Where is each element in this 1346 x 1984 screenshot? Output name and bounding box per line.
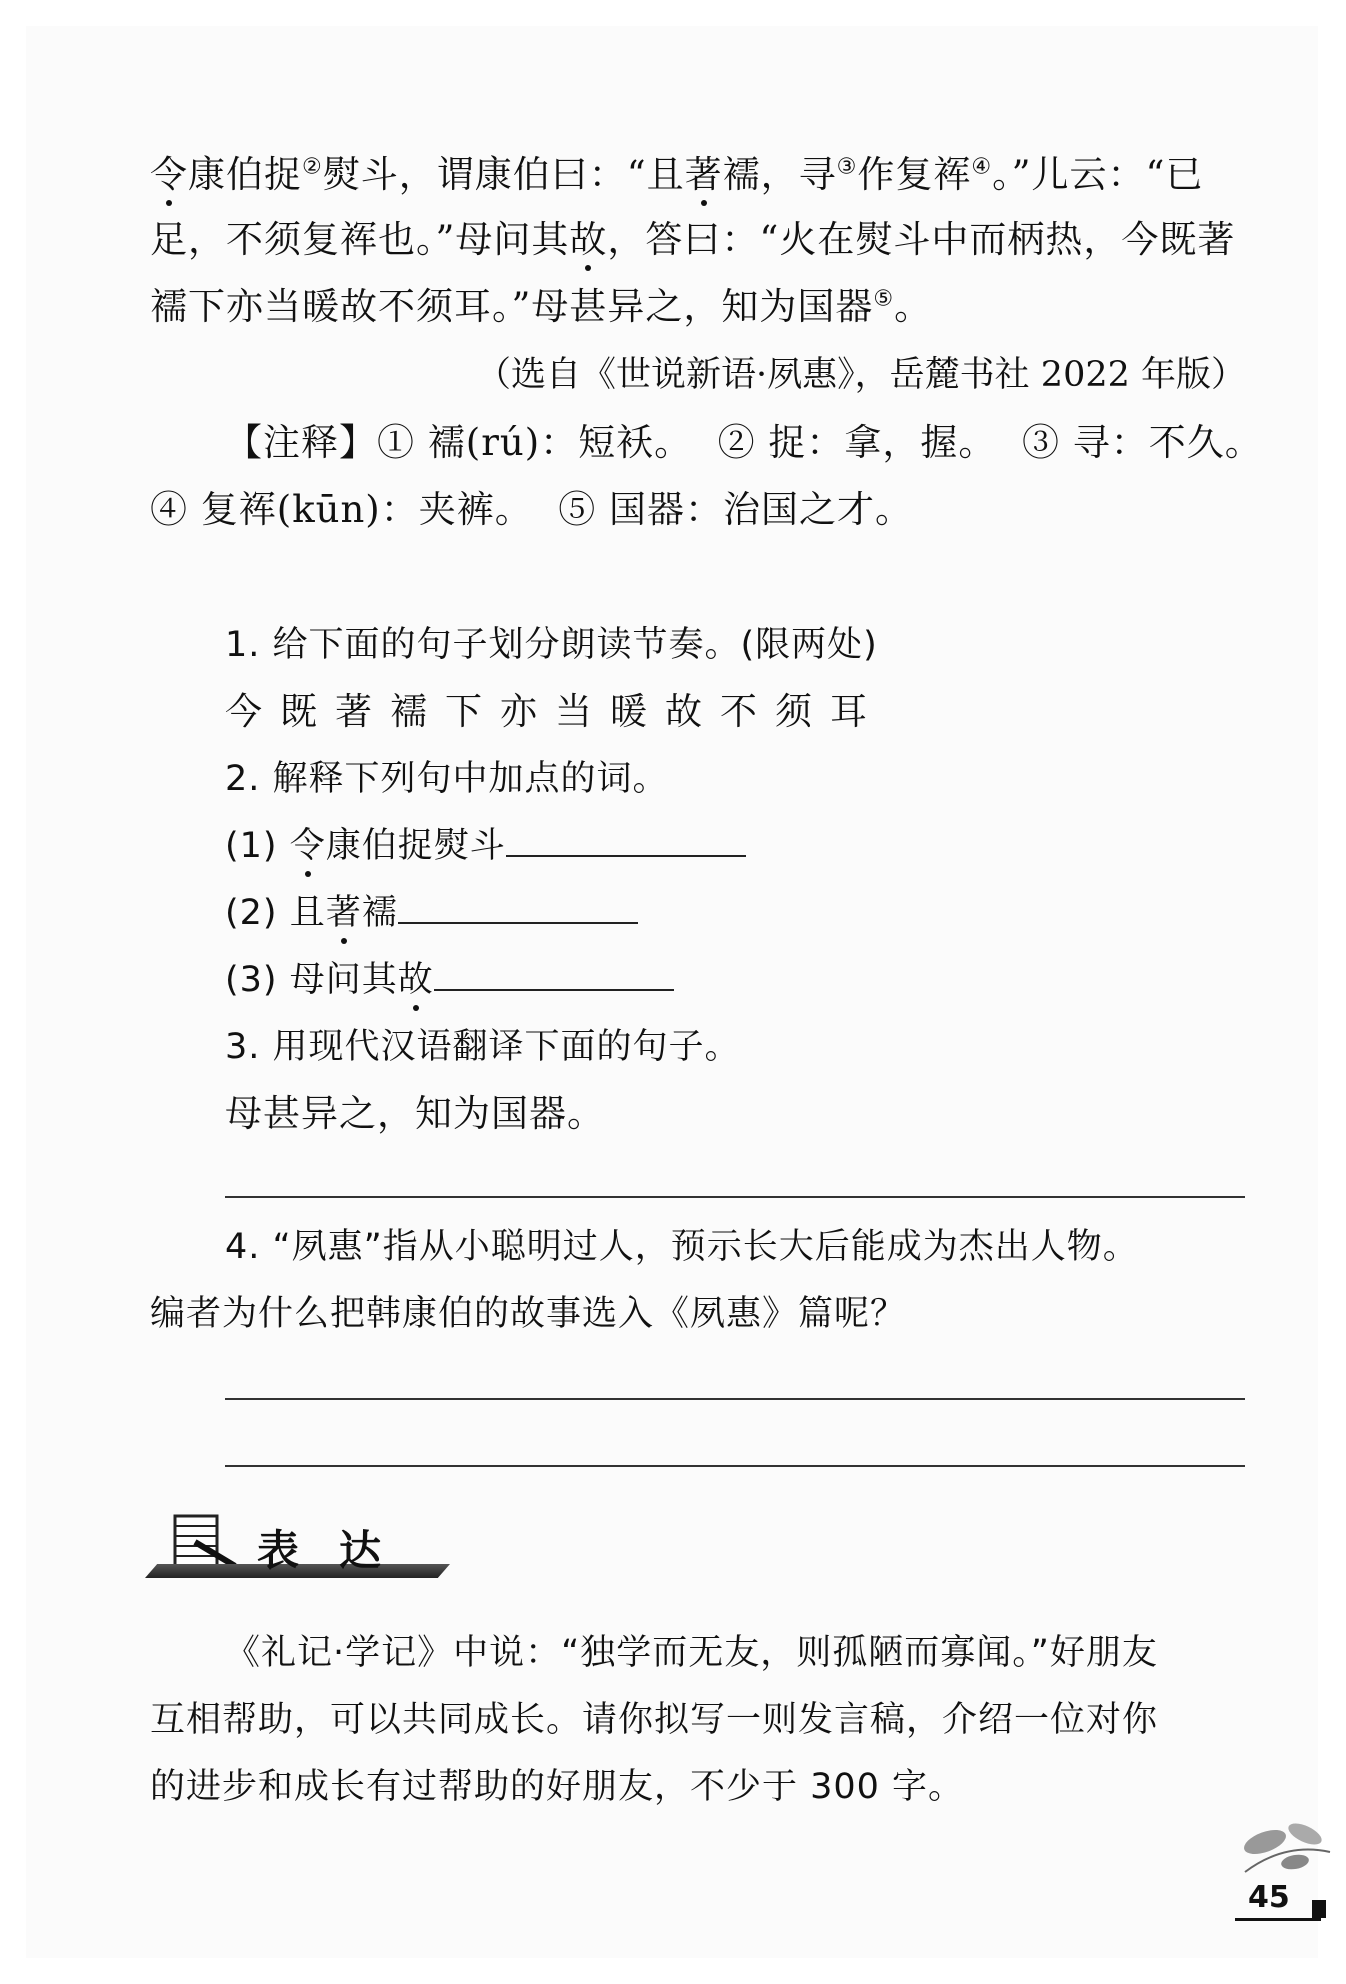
dotted-word-gu: 故 (569, 215, 607, 265)
dotted-word-zhuo: 著 (326, 888, 362, 938)
passage-line-2: 足，不须复裈也。”母问其故，答曰：“火在熨斗中而柄热，今既著 (150, 215, 1245, 265)
footnote-mark: ② (302, 154, 323, 180)
footnote-mark: ④ (971, 154, 993, 180)
question-2-1: (1) 令康伯捉熨斗 (225, 821, 1245, 871)
notes-line-1: 【注释】① 襦(rú)：短袄。 ② 捉：拿，握。 ③ 寻：不久。 (225, 421, 1263, 464)
dotted-word-ling: 令 (290, 821, 326, 871)
question-3-sentence: 母甚异之，知为国器。 (225, 1092, 605, 1135)
dotted-word-zhuo: 著 (685, 150, 723, 200)
page-number-underline (1235, 1918, 1321, 1921)
section-header-expression (145, 1518, 455, 1582)
question-2: 2. 解释下列句中加点的词。 (225, 759, 669, 799)
section-title: 表达 (257, 1526, 422, 1575)
question-3: 3. 用现代汉语翻译下面的句子。 (225, 1027, 741, 1067)
answer-line[interactable] (225, 1465, 1245, 1467)
question-2-2: (2) 且著襦 (225, 888, 1245, 938)
question-4-line-2: 编者为什么把韩康伯的故事选入《夙惠》篇呢？ (150, 1294, 907, 1334)
question-4-line-1: 4. “夙惠”指从小聪明过人，预示长大后能成为杰出人物。 (225, 1227, 1139, 1267)
answer-blank[interactable] (506, 821, 746, 857)
expression-line-2: 互相帮助，可以共同成长。请你拟写一则发言稿，介绍一位对你 (150, 1700, 1159, 1740)
footnote-mark: ⑤ (873, 286, 895, 312)
page-edge-tab (1312, 1900, 1326, 1918)
footnote-mark: ③ (836, 154, 858, 180)
question-2-3: (3) 母问其故 (225, 955, 1245, 1005)
answer-blank[interactable] (434, 955, 674, 991)
question-1: 1. 给下面的句子划分朗读节奏。(限两处) (225, 625, 878, 665)
expression-line-1: 《礼记·学记》中说：“独学而无友，则孤陋而寡闻。”好朋友 (225, 1633, 1158, 1673)
page-number: 45 (1248, 1880, 1290, 1915)
expression-line-3: 的进步和成长有过帮助的好朋友，不少于 300 字。 (150, 1767, 965, 1807)
question-1-sentence: 今既著襦下亦当暖故不须耳 (225, 690, 885, 733)
leaf-decoration-icon (1235, 1812, 1335, 1882)
notes-line-2: ④ 复裈(kūn)：夹裤。 ⑤ 国器：治国之才。 (150, 488, 913, 531)
passage-source: （选自《世说新语·夙惠》，岳麓书社 2022 年版） (476, 355, 1246, 395)
dotted-word-gu: 故 (398, 955, 434, 1005)
answer-line[interactable] (225, 1398, 1245, 1400)
dotted-word-ling: 令 (150, 150, 188, 200)
passage-line-1: 令康伯捉②熨斗，谓康伯曰：“且著襦，寻③作复裈④。”儿云：“已 (150, 150, 1245, 200)
answer-line[interactable] (225, 1196, 1245, 1198)
answer-blank[interactable] (398, 888, 638, 924)
passage-line-3: 襦下亦当暖故不须耳。”母甚异之，知为国器⑤。 (150, 285, 933, 328)
